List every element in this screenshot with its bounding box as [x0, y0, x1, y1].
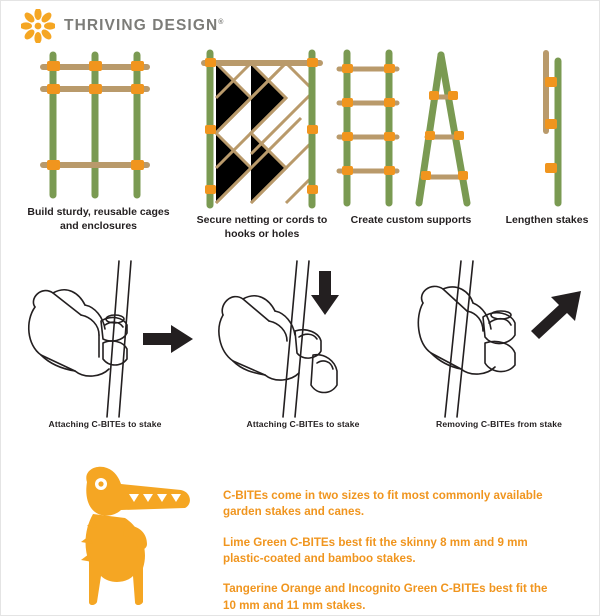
brand-name-text: THRIVING DESIGN	[64, 17, 219, 34]
illustration-netting	[196, 45, 326, 210]
caption-step-3: Removing C-BITEs from stake	[436, 419, 562, 429]
step-attach-2	[213, 259, 393, 419]
arrow-up-right-icon	[531, 291, 581, 339]
illustration-custom-supports	[333, 45, 483, 210]
caption-cages-line1: Build sturdy, reusable cages	[27, 206, 170, 218]
caption-custom-supports	[331, 213, 491, 227]
illustration-lengthen-stakes	[501, 45, 591, 210]
caption-step-1: Attaching C-BITEs to stake	[48, 419, 162, 429]
illustration-row-top	[1, 45, 600, 245]
note-tangerine-incognito: Tangerine Orange and Incognito Green C-BITEs best fit the 10 mm and 11 mm stakes.	[223, 582, 548, 612]
brand-logo	[21, 9, 223, 43]
caption-netting-line1: Secure netting or cords to	[196, 214, 328, 226]
step-remove	[409, 259, 589, 419]
brand-name	[64, 17, 223, 35]
caption-lengthen-stakes	[493, 213, 600, 227]
step-attach-1	[15, 259, 195, 419]
caption-netting-line2: hooks or holes	[224, 228, 300, 241]
caption-lengthen-stakes-line1: Lengthen stakes	[505, 214, 589, 226]
note-lime-green: Lime Green C-BITEs best fit the skinny 8 mm and 9 mm plastic-coated and bamboo stakes.	[223, 535, 528, 565]
bottom-section	[1, 456, 600, 616]
brand-trademark: ®	[218, 18, 224, 26]
caption-netting	[176, 213, 348, 241]
illustration-row-steps	[1, 259, 600, 449]
arrow-down-icon	[311, 271, 339, 315]
note-sizes: C-BITEs come in two sizes to fit most commonly available garden stakes and canes.	[223, 488, 543, 519]
arrow-right-icon	[143, 325, 193, 353]
caption-custom-supports-line1: Create custom supports	[350, 214, 472, 226]
crocodile-mascot-icon	[63, 464, 195, 608]
caption-cages-line2: and enclosures	[59, 220, 138, 233]
caption-step-2: Attaching C-BITEs to stake	[246, 419, 360, 429]
caption-cages	[6, 205, 191, 233]
notes-list	[223, 476, 563, 614]
sunburst-flower-icon	[21, 9, 55, 43]
illustration-cages	[19, 45, 169, 210]
